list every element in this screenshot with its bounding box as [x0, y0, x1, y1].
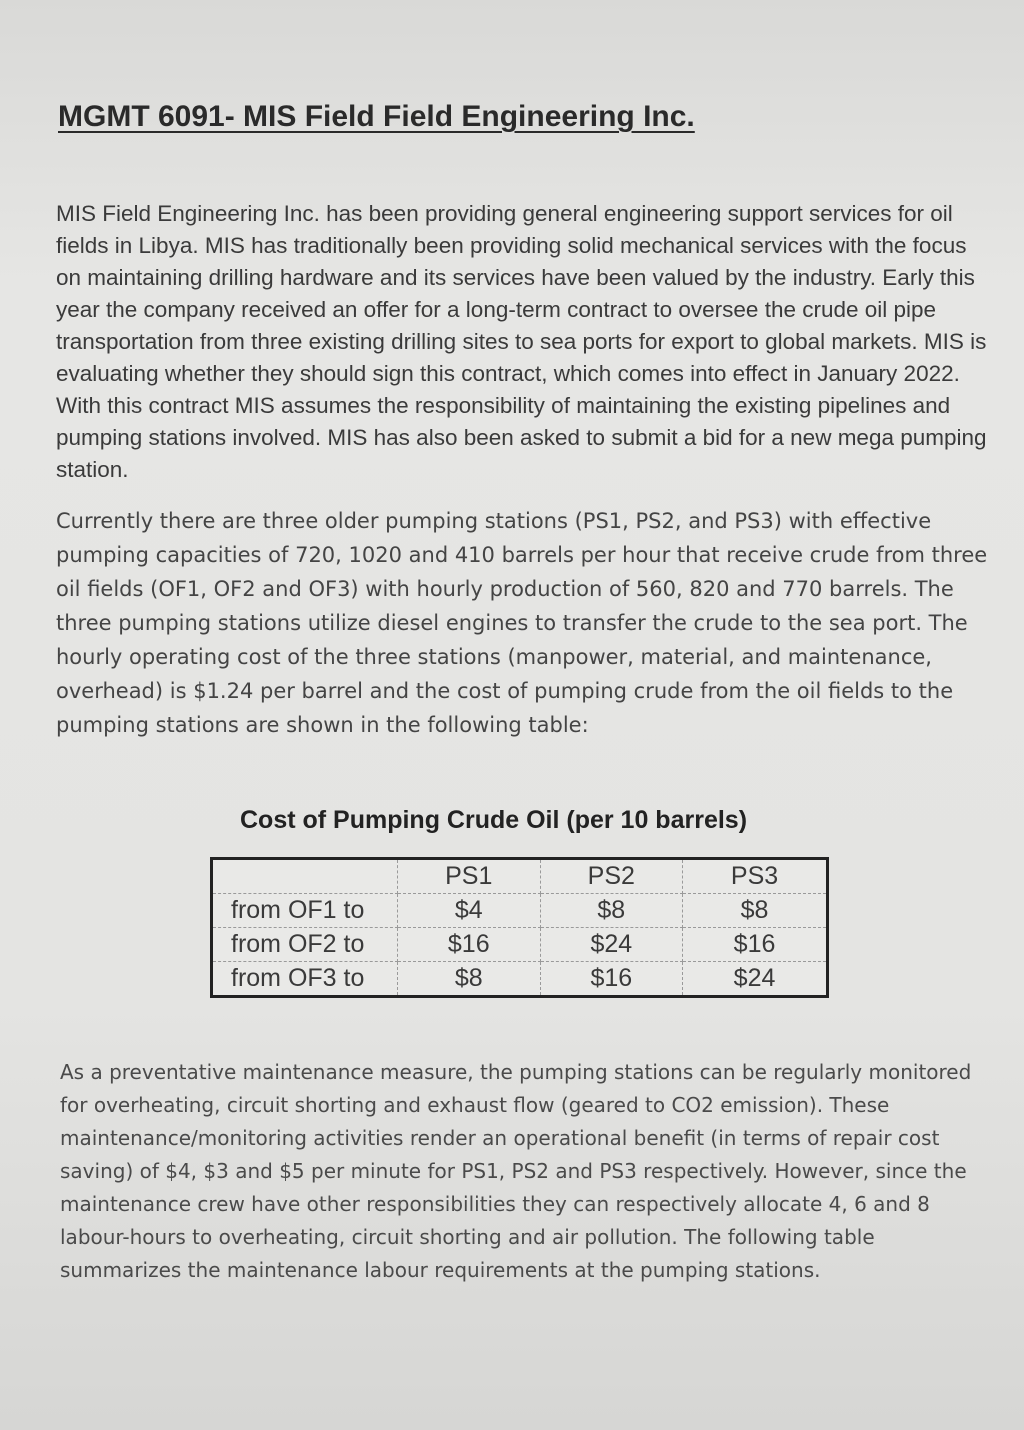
table-cell: $8: [683, 894, 828, 928]
table-cell: $4: [398, 894, 541, 928]
table-cell: $24: [540, 928, 683, 962]
table-header-ps3: PS3: [683, 859, 828, 894]
table-cell: $16: [540, 962, 683, 997]
table-row: [212, 894, 828, 928]
paragraph-pumping-stations: Currently there are three older pumping stations (PS1, PS2, and PS3) with effective pumping capacities of 720, 1020 and 410 barrels per hour that receive crude from three oil fields (OF1, OF2 and OF3) with hourly production of 560, 820 and 770 barrels. The three pumping stations utilize diesel engines to transfer the crude to the sea port. The hourly operating cost of the three stations (manpower, material, and maintenance, overhead) is $1.24 per barrel and the cost of pumping crude from the oil fields to the pumping stations are shown in the following table:: [56, 509, 988, 737]
table-header-ps2: PS2: [540, 859, 683, 894]
paragraph-maintenance: As a preventative maintenance measure, the pumping stations can be regularly monitored for overheating, circuit shorting and exhaust flow (geared to CO2 emission). These maintenance/monitoring activities render an operational benefit (in terms of repair cost saving) of $4, $3 and $5 per minute for PS1, PS2 and PS3 respectively. However, since the maintenance crew have other responsibilities they can respectively allocate 4, 6 and 8 labour-hours to overheating, circuit shorting and air pollution. The following table summarizes the maintenance labour requirements at the pumping stations.: [60, 1060, 972, 1282]
table-cell: $16: [398, 928, 541, 962]
table-header-corner: [212, 859, 398, 894]
table-cell: $16: [683, 928, 828, 962]
paragraph-intro: MIS Field Engineering Inc. has been providing general engineering support services for oil fields in Libya. MIS has traditionally been providing solid mechanical services with the focus on maintaining drilling hardware and its services have been valued by the industry. Early this year the company received an offer for a long-term contract to oversee the crude oil pipe transportation from three existing drilling sites to sea ports for export to global markets. MIS is evaluating whether they should sign this contract, which comes into effect in January 2022. With this contract MIS assumes the responsibility of maintaining the existing pipelines and pumping stations involved. MIS has also been asked to submit a bid for a new mega pumping station.: [56, 201, 987, 482]
table-cell: $24: [683, 962, 828, 997]
table-row: [212, 962, 828, 997]
cost-table: [210, 857, 829, 998]
table-row-label: from OF3 to: [212, 962, 398, 997]
table-row-label: from OF2 to: [212, 928, 398, 962]
table-row-label: from OF1 to: [212, 894, 398, 928]
table-row: [212, 928, 828, 962]
table-header-row: [212, 859, 828, 894]
cost-table-title: Cost of Pumping Crude Oil (per 10 barrels): [240, 806, 748, 834]
table-header-ps1: PS1: [398, 859, 541, 894]
table-cell: $8: [398, 962, 541, 997]
table-cell: $8: [540, 894, 683, 928]
document-title: MGMT 6091- MIS Field Field Engineering Inc.: [58, 100, 695, 133]
